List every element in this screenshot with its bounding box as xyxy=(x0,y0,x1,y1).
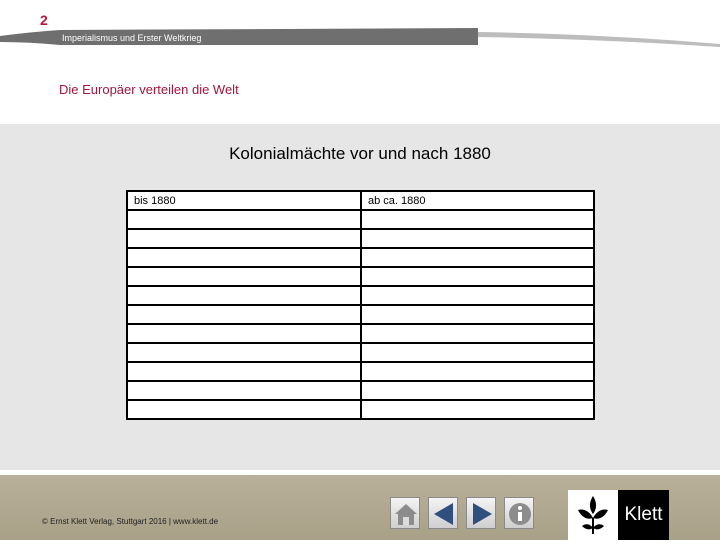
copyright-text: © Ernst Klett Verlag, Stuttgart 2016 | www.klett.de xyxy=(42,517,219,526)
table-cell[interactable] xyxy=(361,248,594,267)
home-button[interactable] xyxy=(390,497,420,529)
table-cell[interactable] xyxy=(127,248,361,267)
info-icon xyxy=(505,498,535,530)
table-cell[interactable] xyxy=(127,286,361,305)
arrow-right-icon xyxy=(467,498,497,530)
table-cell[interactable] xyxy=(361,343,594,362)
table-cell[interactable] xyxy=(361,210,594,229)
page-number: 2 xyxy=(40,12,48,28)
previous-button[interactable] xyxy=(428,497,458,529)
table-row xyxy=(127,324,594,343)
table-row xyxy=(127,248,594,267)
table-cell[interactable] xyxy=(127,324,361,343)
table-cell[interactable] xyxy=(361,324,594,343)
table-cell[interactable] xyxy=(127,400,361,419)
chapter-title: Imperialismus und Erster Weltkrieg xyxy=(62,33,202,43)
info-button[interactable] xyxy=(504,497,534,529)
table-header-row xyxy=(127,191,594,210)
table-cell[interactable] xyxy=(361,305,594,324)
table-cell[interactable] xyxy=(127,362,361,381)
table-cell[interactable] xyxy=(127,267,361,286)
table-cell[interactable] xyxy=(127,305,361,324)
column-header-after-1880: ab ca. 1880 xyxy=(361,191,594,210)
colonial-powers-table xyxy=(126,190,595,420)
table-row xyxy=(127,305,594,324)
table-cell[interactable] xyxy=(361,267,594,286)
page-subtitle: Die Europäer verteilen die Welt xyxy=(59,82,239,97)
table-cell[interactable] xyxy=(361,286,594,305)
arrow-left-icon xyxy=(429,498,459,530)
table-cell[interactable] xyxy=(127,229,361,248)
table-row xyxy=(127,400,594,419)
table-row xyxy=(127,229,594,248)
table-row xyxy=(127,343,594,362)
klett-logo-text: Klett xyxy=(618,490,669,540)
column-header-before-1880: bis 1880 xyxy=(127,191,361,210)
table-cell[interactable] xyxy=(361,400,594,419)
table-row xyxy=(127,210,594,229)
table-cell[interactable] xyxy=(361,229,594,248)
table-cell[interactable] xyxy=(361,362,594,381)
next-button[interactable] xyxy=(466,497,496,529)
table-cell[interactable] xyxy=(127,381,361,400)
table-cell[interactable] xyxy=(127,343,361,362)
home-icon xyxy=(391,498,421,530)
worksheet-title: Kolonialmächte vor und nach 1880 xyxy=(229,144,491,163)
table-cell[interactable] xyxy=(361,381,594,400)
klett-leaf-icon xyxy=(568,490,618,540)
table-row xyxy=(127,267,594,286)
table-row xyxy=(127,381,594,400)
table-row xyxy=(127,286,594,305)
table-row xyxy=(127,362,594,381)
table-cell[interactable] xyxy=(127,210,361,229)
